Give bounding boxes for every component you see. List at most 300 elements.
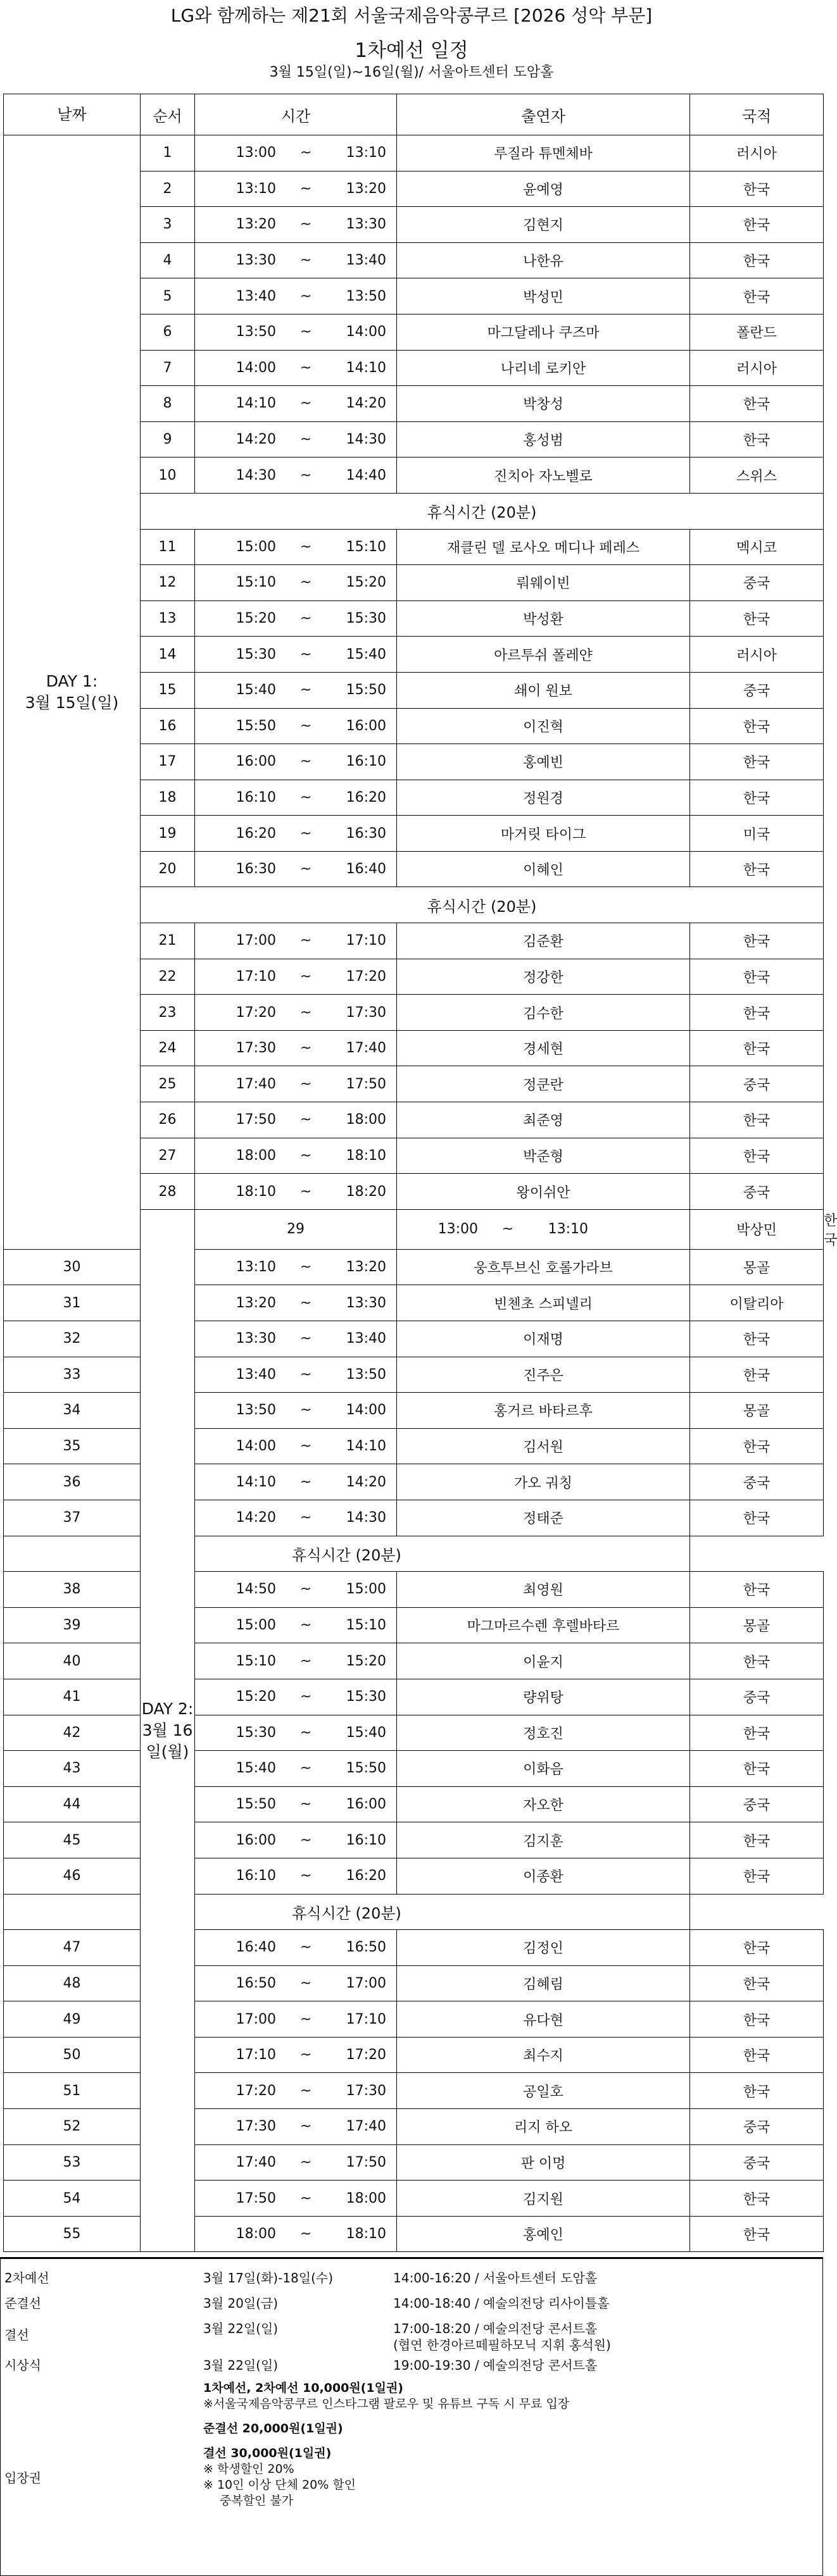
performer-cell: 김준환 — [397, 923, 690, 959]
table-row — [4, 1751, 824, 1787]
end-time: 15:40 — [346, 646, 386, 663]
nationality-cell: 중국 — [690, 565, 824, 601]
col-header-date: 날짜 — [4, 94, 141, 135]
end-time: 14:20 — [346, 1474, 386, 1490]
time-separator: ~ — [299, 1617, 312, 1634]
ticket-line: 결선 30,000원(1일권) — [203, 2446, 332, 2460]
order-cell: 54 — [4, 2181, 141, 2217]
time-cell — [195, 1102, 397, 1138]
performer-cell: 쇄이 원보 — [397, 672, 690, 708]
time-cell — [195, 171, 397, 207]
order-cell: 15 — [141, 672, 195, 708]
time-separator: ~ — [299, 1474, 312, 1490]
order-cell: 22 — [141, 959, 195, 995]
start-time: 18:00 — [236, 2226, 276, 2243]
time-separator: ~ — [299, 2047, 312, 2063]
start-time: 13:50 — [236, 324, 276, 340]
table-row — [4, 2073, 824, 2109]
start-time: 15:30 — [236, 1724, 276, 1741]
order-cell: 42 — [4, 1715, 141, 1751]
order-cell: 2 — [141, 171, 195, 207]
performer-cell: 김현지 — [397, 207, 690, 243]
info-date: 3월 17일(화)-18일(수) — [203, 2270, 334, 2286]
start-time: 14:20 — [236, 432, 276, 448]
end-time: 15:10 — [346, 538, 386, 555]
nationality-cell: 몽골 — [690, 1249, 824, 1285]
time-separator: ~ — [299, 933, 312, 949]
table-row — [4, 1679, 824, 1715]
time-cell — [195, 600, 397, 637]
info-detail: 19:00-19:30 / 예술의전당 콘서트홀 — [393, 2358, 598, 2373]
time-separator: ~ — [299, 825, 312, 842]
performer-cell: 가오 궈칭 — [397, 1464, 690, 1500]
time-cell — [195, 744, 397, 780]
nationality-cell: 중국 — [690, 672, 824, 708]
order-cell: 55 — [4, 2216, 141, 2252]
time-separator: ~ — [299, 1147, 312, 1164]
time-separator: ~ — [299, 1581, 312, 1598]
time-cell — [195, 780, 397, 816]
break-cell: 휴식시간 (20분) — [141, 887, 824, 923]
start-time: 15:40 — [236, 682, 276, 699]
info-detail-note: (협연 한경아르떼필하모닉 지휘 홍석원) — [393, 2337, 611, 2353]
nationality-cell: 폴란드 — [690, 314, 824, 350]
day-date: 3월 15일(일) — [25, 693, 119, 712]
ticket-line: ※ 10인 이상 단체 20% 할인 — [203, 2478, 356, 2492]
start-time: 17:30 — [236, 2119, 276, 2135]
nationality-cell: 한국 — [690, 600, 824, 637]
start-time: 17:30 — [236, 1040, 276, 1057]
time-separator: ~ — [299, 575, 312, 591]
info-label: 결선 — [4, 2327, 29, 2343]
table-row — [4, 135, 824, 171]
ticket-line: ※서울국제음악콩쿠르 인스타그램 팔로우 및 유튜브 구독 시 무료 입장 — [203, 2397, 570, 2411]
nationality-cell: 한국 — [690, 2037, 824, 2073]
performer-cell: 경세현 — [397, 1030, 690, 1066]
col-header-nationality: 국적 — [690, 94, 824, 135]
order-cell: 40 — [4, 1643, 141, 1679]
info-date: 3월 22일(일) — [203, 2358, 279, 2373]
break-row — [4, 1536, 824, 1572]
performer-cell: 정호진 — [397, 1715, 690, 1751]
time-cell — [195, 1285, 397, 1321]
nationality-cell: 한국 — [690, 171, 824, 207]
break-cell: 휴식시간 (20분) — [4, 1536, 690, 1572]
time-cell — [195, 2073, 397, 2109]
end-time: 13:10 — [346, 145, 386, 161]
performer-cell: 김수한 — [397, 995, 690, 1031]
table-row — [4, 1428, 824, 1464]
time-separator: ~ — [299, 1653, 312, 1669]
nationality-cell: 한국 — [690, 421, 824, 457]
end-time: 17:10 — [346, 933, 386, 949]
nationality-cell: 중국 — [690, 1786, 824, 1822]
time-separator: ~ — [299, 467, 312, 483]
info-label: 준결선 — [4, 2296, 41, 2311]
time-separator: ~ — [299, 1868, 312, 1884]
time-cell — [195, 1858, 397, 1894]
time-separator: ~ — [299, 1259, 312, 1276]
nationality-cell: 몽골 — [690, 1607, 824, 1643]
end-time: 16:00 — [346, 718, 386, 734]
nationality-cell: 한국 — [690, 2073, 824, 2109]
end-time: 17:40 — [346, 2119, 386, 2135]
time-separator: ~ — [299, 2119, 312, 2135]
time-separator: ~ — [299, 1004, 312, 1021]
info-label: 시상식 — [4, 2358, 41, 2373]
break-row — [4, 1894, 824, 1930]
end-time: 15:30 — [346, 1689, 386, 1705]
performer-cell: 김지훈 — [397, 1822, 690, 1858]
order-cell: 18 — [141, 780, 195, 816]
start-time: 17:10 — [236, 968, 276, 985]
time-separator: ~ — [299, 1438, 312, 1455]
col-header-order: 순서 — [141, 94, 195, 135]
nationality-cell: 한국 — [690, 1030, 824, 1066]
start-time: 14:10 — [236, 1474, 276, 1490]
performer-cell: 홍거르 바타르후 — [397, 1393, 690, 1429]
performer-cell: 나한유 — [397, 242, 690, 278]
end-time: 17:30 — [346, 1004, 386, 1021]
time-cell — [195, 1786, 397, 1822]
end-time: 18:10 — [346, 2226, 386, 2243]
end-time: 16:20 — [346, 1868, 386, 1884]
order-cell: 38 — [4, 1572, 141, 1608]
end-time: 16:10 — [346, 754, 386, 770]
table-row — [4, 2144, 824, 2181]
performer-cell: 웅흐투브신 호롤가라브 — [397, 1249, 690, 1285]
performer-cell: 이진혁 — [397, 708, 690, 744]
performer-cell: 이윤지 — [397, 1643, 690, 1679]
order-cell: 29 — [195, 1209, 397, 1249]
end-time: 15:30 — [346, 611, 386, 627]
nationality-cell: 한국 — [690, 242, 824, 278]
performer-cell: 박창성 — [397, 386, 690, 422]
end-time: 17:30 — [346, 2082, 386, 2099]
order-cell: 24 — [141, 1030, 195, 1066]
start-time: 17:40 — [236, 1076, 276, 1092]
time-cell — [195, 1500, 397, 1536]
order-cell: 30 — [4, 1249, 141, 1285]
performer-cell: 박성환 — [397, 600, 690, 637]
day-label: DAY 1: — [46, 671, 98, 690]
start-time: 14:00 — [236, 359, 276, 376]
start-time: 17:20 — [236, 2082, 276, 2099]
time-separator: ~ — [299, 861, 312, 878]
end-time: 13:40 — [346, 252, 386, 269]
nationality-cell: 중국 — [690, 1464, 824, 1500]
performer-cell: 김정인 — [397, 1930, 690, 1966]
order-cell: 20 — [141, 851, 195, 887]
info-row-semifinal — [1, 2293, 822, 2313]
start-time: 14:50 — [236, 1581, 276, 1598]
performer-cell: 최수지 — [397, 2037, 690, 2073]
start-time: 13:50 — [236, 1402, 276, 1419]
time-cell — [195, 1930, 397, 1966]
nationality-cell: 한국 — [690, 923, 824, 959]
order-cell: 25 — [141, 1066, 195, 1102]
table-row — [4, 1393, 824, 1429]
table-row — [4, 2216, 824, 2252]
time-separator: ~ — [299, 359, 312, 376]
day-date: 3월 16일(월) — [142, 1721, 193, 1762]
time-cell — [195, 1715, 397, 1751]
nationality-cell: 한국 — [690, 207, 824, 243]
order-cell: 10 — [141, 457, 195, 494]
time-cell — [195, 2144, 397, 2181]
nationality-cell: 한국 — [690, 1965, 824, 2001]
end-time: 17:20 — [346, 2047, 386, 2063]
table-row — [4, 2037, 824, 2073]
page-title: LG와 함께하는 제21회 서울국제음악콩쿠르 [2026 성악 부문] — [170, 5, 653, 26]
table-row — [4, 2001, 824, 2038]
start-time: 15:30 — [236, 646, 276, 663]
nationality-cell: 한국 — [690, 1102, 824, 1138]
time-separator: ~ — [299, 646, 312, 663]
performer-cell: 정태준 — [397, 1500, 690, 1536]
break-cell: 휴식시간 (20분) — [141, 493, 824, 529]
time-cell — [195, 565, 397, 601]
nationality-cell: 러시아 — [690, 637, 824, 673]
time-cell — [195, 529, 397, 565]
start-time: 17:00 — [236, 2011, 276, 2027]
order-cell: 39 — [4, 1607, 141, 1643]
nationality-cell: 한국 — [690, 1822, 824, 1858]
end-time: 14:20 — [346, 395, 386, 412]
performer-cell: 홍예인 — [397, 2216, 690, 2252]
end-time: 13:20 — [346, 180, 386, 197]
performer-cell: 빈첸초 스피넬리 — [397, 1285, 690, 1321]
performer-cell: 이종환 — [397, 1858, 690, 1894]
start-time: 16:00 — [236, 754, 276, 770]
nationality-cell: 한국 — [690, 708, 824, 744]
nationality-cell: 중국 — [690, 1679, 824, 1715]
end-time: 14:30 — [346, 1510, 386, 1526]
performer-cell: 자오한 — [397, 1786, 690, 1822]
col-header-time: 시간 — [195, 94, 397, 135]
end-time: 14:40 — [346, 467, 386, 483]
ticket-details — [203, 2380, 569, 2509]
time-cell — [195, 672, 397, 708]
nationality-cell: 중국 — [690, 1174, 824, 1210]
time-cell — [195, 1357, 397, 1393]
start-time: 16:10 — [236, 789, 276, 806]
start-time: 14:10 — [236, 395, 276, 412]
time-cell — [195, 1751, 397, 1787]
table-row — [4, 1965, 824, 2001]
end-time: 15:20 — [346, 575, 386, 591]
end-time: 13:50 — [346, 288, 386, 304]
order-cell: 21 — [141, 923, 195, 959]
time-separator: ~ — [299, 1760, 312, 1777]
nationality-cell: 러시아 — [690, 350, 824, 386]
time-cell — [195, 421, 397, 457]
time-separator: ~ — [501, 1221, 514, 1238]
time-cell — [195, 207, 397, 243]
time-cell — [195, 816, 397, 852]
start-time: 13:00 — [236, 145, 276, 161]
time-separator: ~ — [299, 968, 312, 985]
start-time: 17:10 — [236, 2047, 276, 2063]
nationality-cell: 한국 — [690, 1321, 824, 1357]
start-time: 17:00 — [236, 933, 276, 949]
end-time: 13:40 — [346, 1331, 386, 1347]
end-time: 13:50 — [346, 1366, 386, 1383]
nationality-cell: 한국 — [690, 1572, 824, 1608]
time-cell — [195, 1679, 397, 1715]
start-time: 14:30 — [236, 467, 276, 483]
performer-cell: 김혜림 — [397, 1965, 690, 2001]
time-separator: ~ — [299, 1689, 312, 1705]
time-separator: ~ — [299, 180, 312, 197]
info-detail: 17:00-18:20 / 예술의전당 콘서트홀 — [393, 2321, 598, 2336]
time-separator: ~ — [299, 611, 312, 627]
time-separator: ~ — [299, 1366, 312, 1383]
time-separator: ~ — [299, 1076, 312, 1092]
time-cell — [195, 1572, 397, 1608]
nationality-cell: 한국 — [690, 1643, 824, 1679]
order-cell: 47 — [4, 1930, 141, 1966]
nationality-cell: 한국 — [690, 2181, 824, 2217]
order-cell: 27 — [141, 1138, 195, 1174]
time-separator: ~ — [299, 145, 312, 161]
time-separator: ~ — [299, 2011, 312, 2027]
start-time: 13:40 — [236, 1366, 276, 1383]
order-cell: 26 — [141, 1102, 195, 1138]
start-time: 15:40 — [236, 1760, 276, 1777]
end-time: 17:50 — [346, 2154, 386, 2170]
order-cell: 19 — [141, 816, 195, 852]
start-time: 13:00 — [437, 1221, 478, 1238]
start-time: 15:10 — [236, 575, 276, 591]
time-separator: ~ — [299, 789, 312, 806]
performer-cell: 뤄웨이빈 — [397, 565, 690, 601]
end-time: 16:10 — [346, 1832, 386, 1848]
time-separator: ~ — [299, 216, 312, 233]
end-time: 15:50 — [346, 682, 386, 699]
table-row — [4, 1643, 824, 1679]
time-cell — [195, 995, 397, 1031]
order-cell: 46 — [4, 1858, 141, 1894]
time-separator: ~ — [299, 718, 312, 734]
nationality-cell: 한국 — [690, 1715, 824, 1751]
end-time: 16:00 — [346, 1796, 386, 1813]
order-cell: 31 — [4, 1285, 141, 1321]
time-cell — [195, 1822, 397, 1858]
performer-cell: 이혜인 — [397, 851, 690, 887]
end-time: 16:40 — [346, 861, 386, 878]
nationality-cell: 중국 — [690, 2144, 824, 2181]
time-separator: ~ — [299, 682, 312, 699]
order-cell: 14 — [141, 637, 195, 673]
order-cell: 51 — [4, 2073, 141, 2109]
order-cell: 34 — [4, 1393, 141, 1429]
time-cell — [195, 959, 397, 995]
time-separator: ~ — [299, 754, 312, 770]
nationality-cell: 스위스 — [690, 457, 824, 494]
start-time: 13:10 — [236, 180, 276, 197]
performer-cell: 정강한 — [397, 959, 690, 995]
time-separator: ~ — [299, 2082, 312, 2099]
start-time: 13:20 — [236, 216, 276, 233]
table-row — [4, 1500, 824, 1536]
end-time: 16:50 — [346, 1939, 386, 1956]
end-time: 14:00 — [346, 324, 386, 340]
info-row-award — [1, 2355, 822, 2375]
end-time: 14:30 — [346, 432, 386, 448]
end-time: 16:30 — [346, 825, 386, 842]
performer-cell: 김지원 — [397, 2181, 690, 2217]
end-time: 15:50 — [346, 1760, 386, 1777]
table-row — [4, 1357, 824, 1393]
ticket-line: 1차예선, 2차예선 10,000원(1일권) — [203, 2381, 403, 2395]
end-time: 17:10 — [346, 2011, 386, 2027]
time-separator: ~ — [299, 1975, 312, 1991]
time-separator: ~ — [299, 2154, 312, 2170]
break-cell: 휴식시간 (20분) — [4, 1894, 690, 1930]
time-separator: ~ — [299, 1402, 312, 1419]
table-header-row — [4, 94, 824, 135]
col-header-performer: 출연자 — [397, 94, 690, 135]
performer-cell: 공일호 — [397, 2073, 690, 2109]
end-time: 15:00 — [346, 1581, 386, 1598]
end-time: 13:30 — [346, 216, 386, 233]
time-cell — [195, 1174, 397, 1210]
performer-cell: 리지 하오 — [397, 2109, 690, 2145]
time-cell — [195, 1066, 397, 1102]
table-row — [4, 2109, 824, 2145]
order-cell: 4 — [141, 242, 195, 278]
table-row — [4, 1572, 824, 1608]
start-time: 16:50 — [236, 1975, 276, 1991]
performer-cell: 정원경 — [397, 780, 690, 816]
order-cell: 37 — [4, 1500, 141, 1536]
performer-cell: 이화음 — [397, 1751, 690, 1787]
nationality-cell: 한국 — [690, 278, 824, 314]
order-cell: 52 — [4, 2109, 141, 2145]
time-cell — [195, 923, 397, 959]
start-time: 15:50 — [236, 1796, 276, 1813]
performer-cell: 마그마르수렌 후렐바타르 — [397, 1607, 690, 1643]
time-separator: ~ — [299, 288, 312, 304]
start-time: 15:50 — [236, 718, 276, 734]
start-time: 17:40 — [236, 2154, 276, 2170]
order-cell: 6 — [141, 314, 195, 350]
table-row — [4, 2181, 824, 2217]
start-time: 13:20 — [236, 1295, 276, 1311]
performer-cell: 아르투쉬 폴레얀 — [397, 637, 690, 673]
order-cell: 53 — [4, 2144, 141, 2181]
table-row — [4, 1321, 824, 1357]
time-cell — [195, 278, 397, 314]
order-cell: 9 — [141, 421, 195, 457]
time-separator: ~ — [299, 1832, 312, 1848]
nationality-cell: 몽골 — [690, 1393, 824, 1429]
nationality-cell: 중국 — [690, 1066, 824, 1102]
day-label: DAY 2: — [141, 1700, 194, 1719]
end-time: 13:30 — [346, 1295, 386, 1311]
order-cell: 3 — [141, 207, 195, 243]
time-separator: ~ — [299, 1112, 312, 1128]
order-cell: 5 — [141, 278, 195, 314]
info-date: 3월 20일(금) — [203, 2296, 279, 2311]
table-row — [4, 1285, 824, 1321]
nationality-cell: 한국 — [690, 744, 824, 780]
end-time: 18:10 — [346, 1147, 386, 1164]
performer-cell: 재클린 델 로사오 메디나 페레스 — [397, 529, 690, 565]
performer-cell: 최영원 — [397, 1572, 690, 1608]
performer-cell: 정쿤란 — [397, 1066, 690, 1102]
